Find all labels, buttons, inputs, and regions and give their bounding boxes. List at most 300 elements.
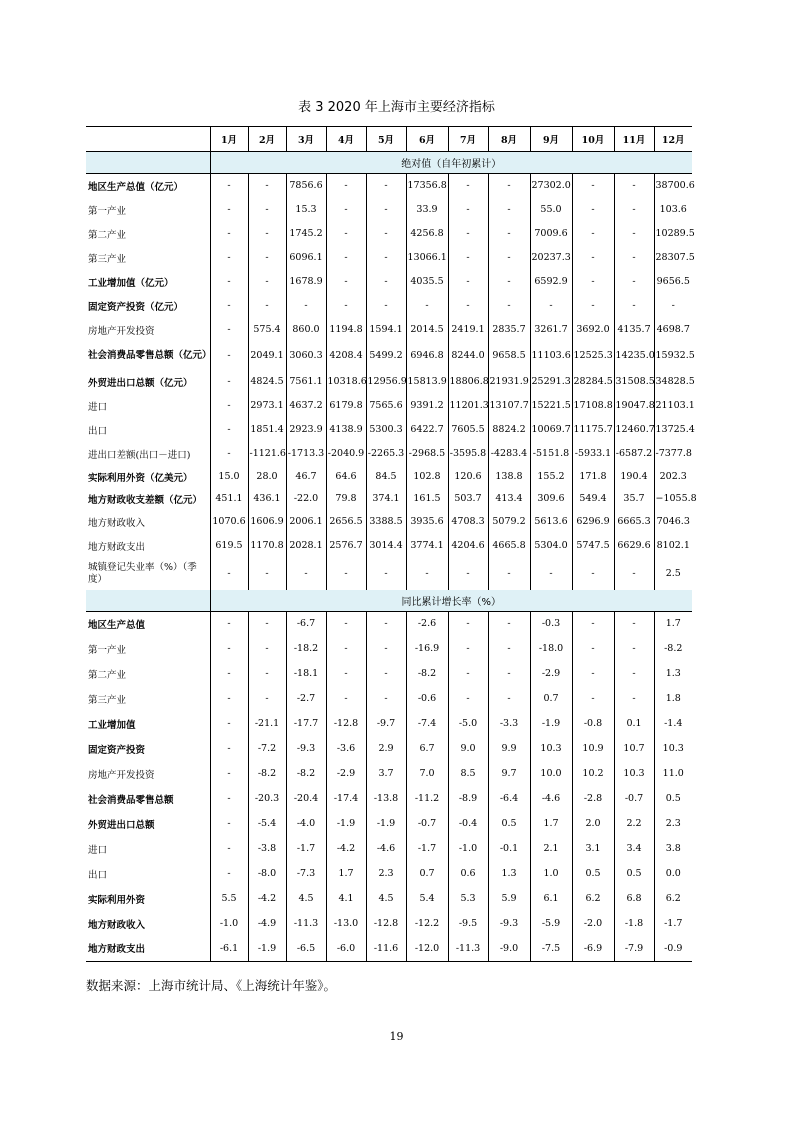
section-header-row [86,590,692,612]
cell-value: -2.9 [530,661,572,686]
cell-value: - [210,246,248,270]
cell-value: - [366,611,406,636]
cell-value: - [248,611,286,636]
section-header-spacer [86,590,210,612]
cell-value: - [366,222,406,246]
cell-value: - [210,318,248,342]
cell-value: - [488,174,530,198]
row-label: 地区生产总值 [88,619,146,631]
cell-value: - [286,294,326,318]
table-row [86,318,692,342]
cell-value: - [572,611,614,636]
month-header: 11月 [614,127,654,152]
month-header: 4月 [326,127,366,152]
cell-value: - [210,342,248,370]
cell-value: -5933.1 [572,442,614,466]
cell-value: 3692.0 [572,318,614,342]
cell-value: -6.0 [326,936,366,961]
cell-value: 6946.8 [406,342,448,370]
row-label: 第三产业 [88,694,127,706]
cell-value: 575.4 [248,318,286,342]
cell-value: -9.0 [488,936,530,961]
cell-value: - [286,558,326,590]
cell-value: - [210,811,248,836]
cell-value: -4.9 [248,911,286,936]
cell-value: 1.7 [654,611,692,636]
cell-value: 1678.9 [286,270,326,294]
cell-value: - [210,198,248,222]
cell-value: 15.0 [210,466,248,488]
row-label: 出口 [88,869,108,881]
cell-value: 0.5 [614,861,654,886]
row-label: 房地产开发投资 [88,325,155,337]
section-header-row [86,152,692,174]
cell-value: 1170.8 [248,534,286,558]
cell-value: 1.8 [654,686,692,711]
row-label: 固定资产投资（亿元） [88,301,184,313]
row-label: 社会消费品零售总额（亿元） [88,349,212,361]
cell-value: -12.2 [406,911,448,936]
cell-value: - [488,246,530,270]
cell-value: 2835.7 [488,318,530,342]
month-header: 2月 [248,127,286,152]
cell-value: -20.3 [248,786,286,811]
cell-value: - [572,686,614,711]
cell-value: 11103.6 [530,342,572,370]
cell-value: - [210,736,248,761]
cell-value: -0.8 [572,711,614,736]
cell-value: -7.3 [286,861,326,886]
cell-value: -8.2 [654,636,692,661]
row-label: 出口 [88,425,108,437]
cell-value: 3935.6 [406,510,448,534]
row-label: 进口 [88,844,108,856]
cell-value: -17.4 [326,786,366,811]
cell-value: 84.5 [366,466,406,488]
table-row [86,886,692,911]
cell-value: -4.2 [326,836,366,861]
table-body [86,152,697,962]
cell-value: - [326,558,366,590]
cell-value: - [448,198,488,222]
table-row [86,510,692,534]
cell-value: −1055.8 [654,488,692,510]
cell-value: -7.4 [406,711,448,736]
cell-value: - [572,558,614,590]
row-label: 实际利用外资 [88,894,146,906]
cell-value: 3774.1 [406,534,448,558]
cell-value: -12.8 [326,711,366,736]
row-label: 第三产业 [88,253,127,265]
cell-value: 1745.2 [286,222,326,246]
cell-value: - [614,198,654,222]
cell-value: -4.0 [286,811,326,836]
cell-value: - [448,558,488,590]
cell-value: 13066.1 [406,246,448,270]
cell-value: -3.8 [248,836,286,861]
cell-value: - [614,174,654,198]
cell-value: 9656.5 [654,270,692,294]
cell-value: 503.7 [448,488,488,510]
cell-value: - [366,270,406,294]
cell-value: - [210,394,248,418]
cell-value: 5.9 [488,886,530,911]
cell-value: 5499.2 [366,342,406,370]
cell-value: - [488,222,530,246]
cell-value: - [210,418,248,442]
cell-value: 155.2 [530,466,572,488]
cell-value: 436.1 [248,488,286,510]
cell-value: 8102.1 [654,534,692,558]
cell-value: 6422.7 [406,418,448,442]
cell-value: - [488,661,530,686]
cell-value: 5.4 [406,886,448,911]
cell-value: - [326,611,366,636]
row-label: 第一产业 [88,205,127,217]
cell-value: 0.5 [488,811,530,836]
cell-value: 28.0 [248,466,286,488]
table-row [86,736,692,761]
cell-value: 38700.6 [654,174,692,198]
cell-value: 10.3 [654,736,692,761]
cell-value: - [210,222,248,246]
table-row [86,270,692,294]
cell-value: - [210,611,248,636]
table-row [86,198,692,222]
cell-value: 31508.5 [614,370,654,394]
cell-value: - [448,661,488,686]
cell-value: 2028.1 [286,534,326,558]
cell-value: 21931.9 [488,370,530,394]
table-row [86,861,692,886]
cell-value: - [366,661,406,686]
cell-value: - [248,222,286,246]
cell-value: - [366,246,406,270]
cell-value: 5.3 [448,886,488,911]
cell-value: 2576.7 [326,534,366,558]
cell-value: - [572,661,614,686]
table-row [86,661,692,686]
cell-value: -3.3 [488,711,530,736]
row-label: 进出口差额(出口－进口) [88,449,191,461]
cell-value: -3595.8 [448,442,488,466]
cell-value: -6.7 [286,611,326,636]
cell-value: -0.6 [406,686,448,711]
cell-value: - [326,661,366,686]
cell-value: 2656.5 [326,510,366,534]
cell-value: - [326,246,366,270]
cell-value: 619.5 [210,534,248,558]
cell-value: 4708.3 [448,510,488,534]
cell-value: 17108.8 [572,394,614,418]
cell-value: 6.2 [572,886,614,911]
month-header: 3月 [286,127,326,152]
cell-value: 0.5 [572,861,614,886]
cell-value: - [210,270,248,294]
header-row [86,127,692,152]
cell-value: - [210,686,248,711]
cell-value: -20.4 [286,786,326,811]
cell-value: 1.0 [530,861,572,886]
cell-value: -2265.3 [366,442,406,466]
cell-value: 8.5 [448,761,488,786]
cell-value: 6.2 [654,886,692,911]
cell-value: 451.1 [210,488,248,510]
cell-value: - [614,558,654,590]
cell-value: 6629.6 [614,534,654,558]
table-row [86,294,692,318]
cell-value: 3.1 [572,836,614,861]
cell-value: -12.0 [406,936,448,961]
row-label: 固定资产投资 [88,744,146,756]
table-row [86,534,692,558]
row-label: 地方财政支出 [88,541,146,553]
cell-value: - [248,270,286,294]
cell-value: - [572,270,614,294]
cell-value: - [366,174,406,198]
cell-value: 549.4 [572,488,614,510]
month-header: 5月 [366,127,406,152]
cell-value: 9.9 [488,736,530,761]
cell-value: - [366,294,406,318]
cell-value: - [210,294,248,318]
cell-value: 12956.9 [366,370,406,394]
cell-value: 10.9 [572,736,614,761]
cell-value: -6.4 [488,786,530,811]
cell-value: 27302.0 [530,174,572,198]
cell-value: - [448,294,488,318]
table-row [86,418,692,442]
section-header-label: 同比累计增长率（%） [210,590,692,612]
cell-value: 0.1 [614,711,654,736]
cell-value: 4135.7 [614,318,654,342]
cell-value: 3014.4 [366,534,406,558]
cell-value: 171.8 [572,466,614,488]
cell-value: - [614,222,654,246]
cell-value: - [448,174,488,198]
cell-value: -11.6 [366,936,406,961]
month-header: 8月 [488,127,530,152]
cell-value: 2014.5 [406,318,448,342]
cell-value: 1851.4 [248,418,286,442]
section-header-spacer [86,152,210,174]
cell-value: -11.3 [286,911,326,936]
row-label: 工业增加值（亿元） [88,277,174,289]
row-label: 第一产业 [88,644,127,656]
cell-value: 138.8 [488,466,530,488]
cell-value: 5747.5 [572,534,614,558]
cell-value: 9391.2 [406,394,448,418]
cell-value: 190.4 [614,466,654,488]
cell-value: - [488,686,530,711]
row-label: 进口 [88,401,108,413]
cell-value: 9.7 [488,761,530,786]
row-label: 城镇登记失业率（%）（季度） [88,561,197,585]
table-row [86,174,692,198]
cell-value: 3261.7 [530,318,572,342]
cell-value: - [572,198,614,222]
cell-value: - [488,558,530,590]
cell-value: - [448,686,488,711]
cell-value: - [614,270,654,294]
cell-value: 2.9 [366,736,406,761]
cell-value: -22.0 [286,488,326,510]
cell-value: - [614,611,654,636]
cell-value: -5.0 [448,711,488,736]
cell-value: - [210,711,248,736]
cell-value: -6.1 [210,936,248,961]
cell-value: 18806.8 [448,370,488,394]
cell-value: -4283.4 [488,442,530,466]
cell-value: -18.0 [530,636,572,661]
cell-value: 4665.8 [488,534,530,558]
cell-value: - [406,294,448,318]
row-label: 工业增加值 [88,719,136,731]
cell-value: 10.2 [572,761,614,786]
cell-value: - [614,246,654,270]
cell-value: 3.8 [654,836,692,861]
cell-value: - [614,661,654,686]
cell-value: - [572,174,614,198]
row-label: 第二产业 [88,229,127,241]
cell-value: - [366,198,406,222]
cell-value: 13725.4 [654,418,692,442]
table-row [86,936,692,961]
cell-value: 14235.0 [614,342,654,370]
cell-value: -1.4 [654,711,692,736]
cell-value: -4.6 [530,786,572,811]
cell-value: - [248,294,286,318]
cell-value: 3388.5 [366,510,406,534]
cell-value: 413.4 [488,488,530,510]
cell-value: -1.9 [248,936,286,961]
row-label: 地区生产总值（亿元） [88,181,184,193]
cell-value: - [210,786,248,811]
cell-value: - [210,661,248,686]
cell-value: -0.3 [530,611,572,636]
cell-value: 161.5 [406,488,448,510]
cell-value: -1.7 [406,836,448,861]
cell-value: 5300.3 [366,418,406,442]
cell-value: 4637.2 [286,394,326,418]
cell-value: -9.5 [448,911,488,936]
cell-value: 1070.6 [210,510,248,534]
cell-value: 10.0 [530,761,572,786]
cell-value: -2.7 [286,686,326,711]
cell-value: - [210,558,248,590]
cell-value: 7605.5 [448,418,488,442]
cell-value: -8.0 [248,861,286,886]
cell-value: - [326,222,366,246]
cell-value: 4.5 [366,886,406,911]
cell-value: -4.6 [366,836,406,861]
table-row [86,488,692,510]
cell-value: -18.2 [286,636,326,661]
cell-value: -8.2 [248,761,286,786]
cell-value: 8244.0 [448,342,488,370]
cell-value: 0.6 [448,861,488,886]
cell-value: - [488,636,530,661]
table-row [86,711,692,736]
cell-value: - [530,558,572,590]
cell-value: 3.7 [366,761,406,786]
cell-value: 1.7 [530,811,572,836]
table-row [86,636,692,661]
row-label: 外贸进出口总额 [88,819,155,831]
cell-value: 6.7 [406,736,448,761]
cell-value: -9.3 [488,911,530,936]
cell-value: -5.4 [248,811,286,836]
cell-value: - [210,174,248,198]
cell-value: 2419.1 [448,318,488,342]
cell-value: 15813.9 [406,370,448,394]
row-label: 地方财政收入 [88,919,146,931]
cell-value: 7856.6 [286,174,326,198]
cell-value: 4208.4 [326,342,366,370]
table-row [86,246,692,270]
cell-value: 11201.3 [448,394,488,418]
cell-value: -1713.3 [286,442,326,466]
cell-value: 7565.6 [366,394,406,418]
cell-value: 120.6 [448,466,488,488]
cell-value: - [614,686,654,711]
cell-value: - [210,761,248,786]
row-label: 地方财政收入 [88,517,146,529]
cell-value: -13.0 [326,911,366,936]
cell-value: - [248,636,286,661]
cell-value: 17356.8 [406,174,448,198]
cell-value: - [248,661,286,686]
cell-value: 2923.9 [286,418,326,442]
cell-value: 2973.1 [248,394,286,418]
cell-value: 3060.3 [286,342,326,370]
cell-value: 19047.8 [614,394,654,418]
cell-value: - [614,636,654,661]
cell-value: -0.7 [406,811,448,836]
cell-value: 309.6 [530,488,572,510]
cell-value: -16.9 [406,636,448,661]
cell-value: 4138.9 [326,418,366,442]
cell-value: 6.1 [530,886,572,911]
cell-value: 11.0 [654,761,692,786]
table-title: 表 3 2020 年上海市主要经济指标 [298,100,495,115]
table-row [86,342,692,370]
table-row [86,394,692,418]
cell-value: 2049.1 [248,342,286,370]
cell-value: 10069.7 [530,418,572,442]
cell-value: -2968.5 [406,442,448,466]
cell-value: 46.7 [286,466,326,488]
table-row [86,466,692,488]
data-source-note: 数据来源：上海市统计局、《上海统计年鉴》。 [86,978,337,993]
month-header: 9月 [530,127,572,152]
cell-value: 7.0 [406,761,448,786]
cell-value: 35.7 [614,488,654,510]
cell-value: -1.7 [654,911,692,936]
cell-value: -8.2 [406,661,448,686]
cell-value: -5.9 [530,911,572,936]
cell-value: -8.2 [286,761,326,786]
cell-value: -9.3 [286,736,326,761]
cell-value: - [326,686,366,711]
cell-value: 860.0 [286,318,326,342]
cell-value: - [248,686,286,711]
cell-value: 2006.1 [286,510,326,534]
cell-value: 1194.8 [326,318,366,342]
cell-value: 2.0 [572,811,614,836]
cell-value: 1.3 [654,661,692,686]
cell-value: 6592.9 [530,270,572,294]
